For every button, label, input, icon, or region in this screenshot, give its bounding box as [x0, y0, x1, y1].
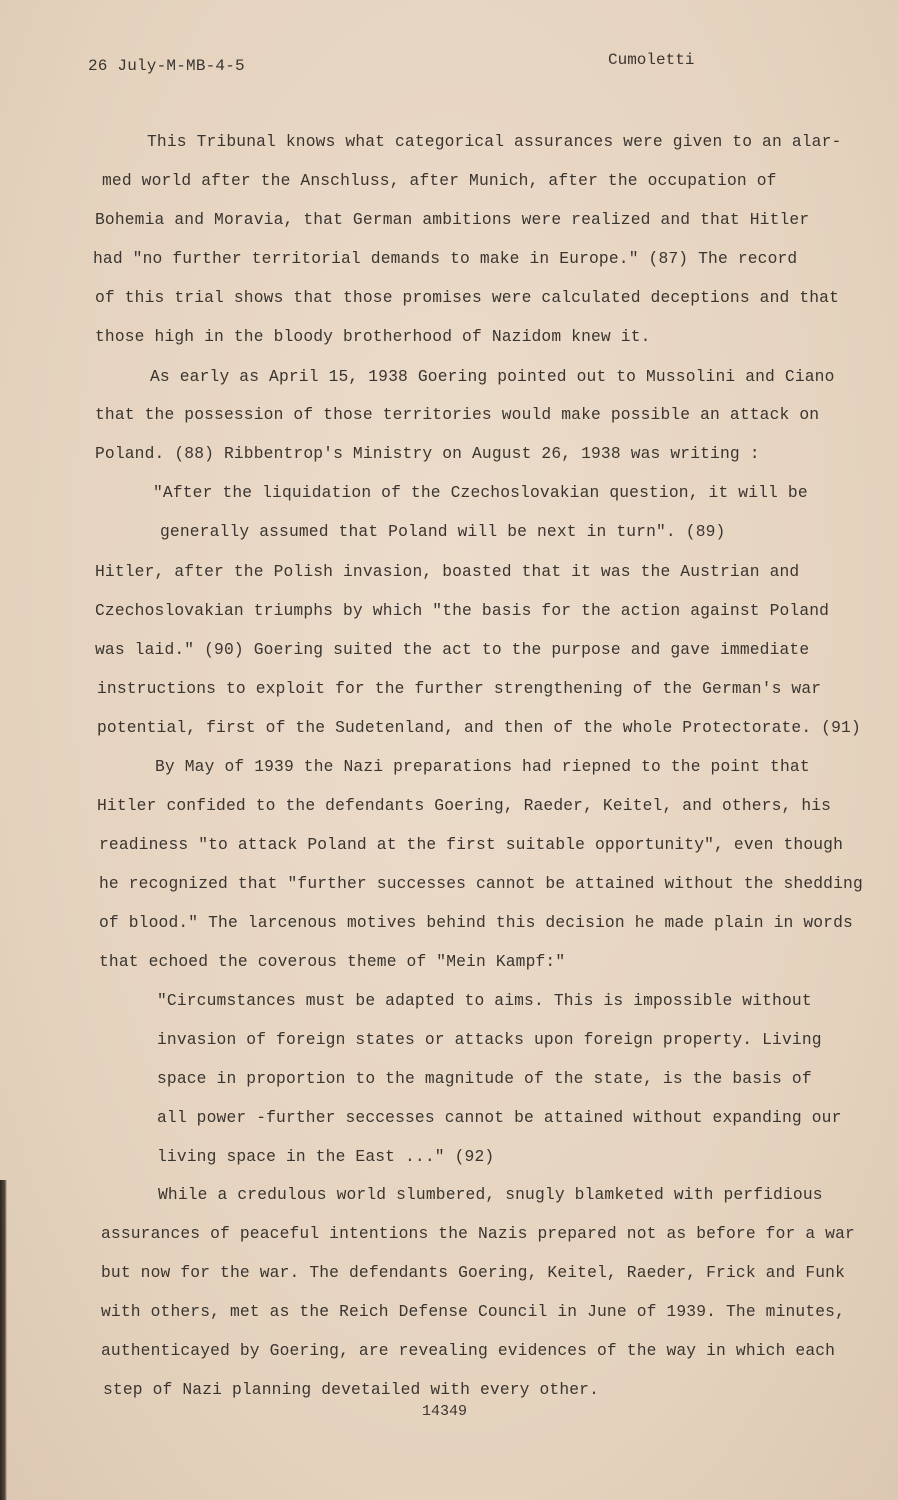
- text-line: Czechoslovakian triumphs by which "the basis for the action against Poland: [95, 601, 830, 620]
- text-line: med world after the Anschluss, after Munich, after the occupation of: [102, 171, 777, 190]
- quote-line: space in proportion to the magnitude of the state, is the basis of: [157, 1069, 812, 1088]
- text-line: Bohemia and Moravia, that German ambitions were realized and that Hitler: [95, 210, 810, 229]
- reporter-name: Cumoletti: [608, 51, 695, 69]
- text-line: Hitler, after the Polish invasion, boasted that it was the Austrian and: [95, 562, 800, 581]
- quote-line: all power -further seccesses cannot be attained without expanding our: [157, 1108, 842, 1127]
- text-line: By May of 1939 the Nazi preparations had riepned to the point that: [155, 757, 810, 776]
- text-line: with others, met as the Reich Defense Council in June of 1939. The minutes,: [101, 1302, 846, 1321]
- text-line: had "no further territorial demands to make in Europe." (87) The record: [93, 249, 798, 268]
- text-line: Poland. (88) Ribbentrop's Ministry on August 26, 1938 was writing :: [95, 444, 760, 463]
- text-line: Hitler confided to the defendants Goering, Raeder, Keitel, and others, his: [97, 796, 832, 815]
- text-line: step of Nazi planning devetailed with every other.: [103, 1380, 600, 1399]
- text-line: of this trial shows that those promises were calculated deceptions and that: [95, 288, 840, 307]
- page-edge-shadow: [0, 1180, 7, 1500]
- text-line: he recognized that "further successes cannot be attained without the shedding: [99, 874, 863, 893]
- text-line: readiness "to attack Poland at the first suitable opportunity", even though: [99, 835, 844, 854]
- text-line: assurances of peaceful intentions the Nazis prepared not as before for a war: [101, 1224, 855, 1243]
- text-line: was laid." (90) Goering suited the act to the purpose and gave immediate: [95, 640, 810, 659]
- quote-line: living space in the East ..." (92): [157, 1147, 495, 1166]
- text-line: of blood." The larcenous motives behind this decision he made plain in words: [99, 913, 853, 932]
- text-line: those high in the bloody brotherhood of Nazidom knew it.: [95, 327, 651, 346]
- text-line: potential, first of the Sudetenland, and then of the whole Protectorate. (91): [97, 718, 861, 737]
- quote-line: "Circumstances must be adapted to aims. This is impossible without: [157, 991, 812, 1010]
- text-line: that echoed the coverous theme of "Mein Kampf:": [99, 952, 566, 971]
- quote-line: "After the liquidation of the Czechoslovakian question, it will be: [153, 483, 808, 502]
- text-line: authenticayed by Goering, are revealing evidences of the way in which each: [101, 1341, 836, 1360]
- quote-line: generally assumed that Poland will be next in turn". (89): [160, 522, 726, 541]
- transcript-reference: 26 July-M-MB-4-5: [88, 57, 245, 75]
- text-line: This Tribunal knows what categorical assurances were given to an alar-: [147, 132, 842, 151]
- text-line: While a credulous world slumbered, snugly blamketed with perfidious: [158, 1185, 823, 1204]
- text-line: but now for the war. The defendants Goering, Keitel, Raeder, Frick and Funk: [101, 1263, 846, 1282]
- text-line: instructions to exploit for the further strengthening of the German's war: [97, 679, 822, 698]
- page-number: 14349: [422, 1403, 468, 1420]
- text-line: that the possession of those territories would make possible an attack on: [95, 405, 820, 424]
- quote-line: invasion of foreign states or attacks upon foreign property. Living: [157, 1030, 822, 1049]
- text-line: As early as April 15, 1938 Goering pointed out to Mussolini and Ciano: [150, 367, 835, 386]
